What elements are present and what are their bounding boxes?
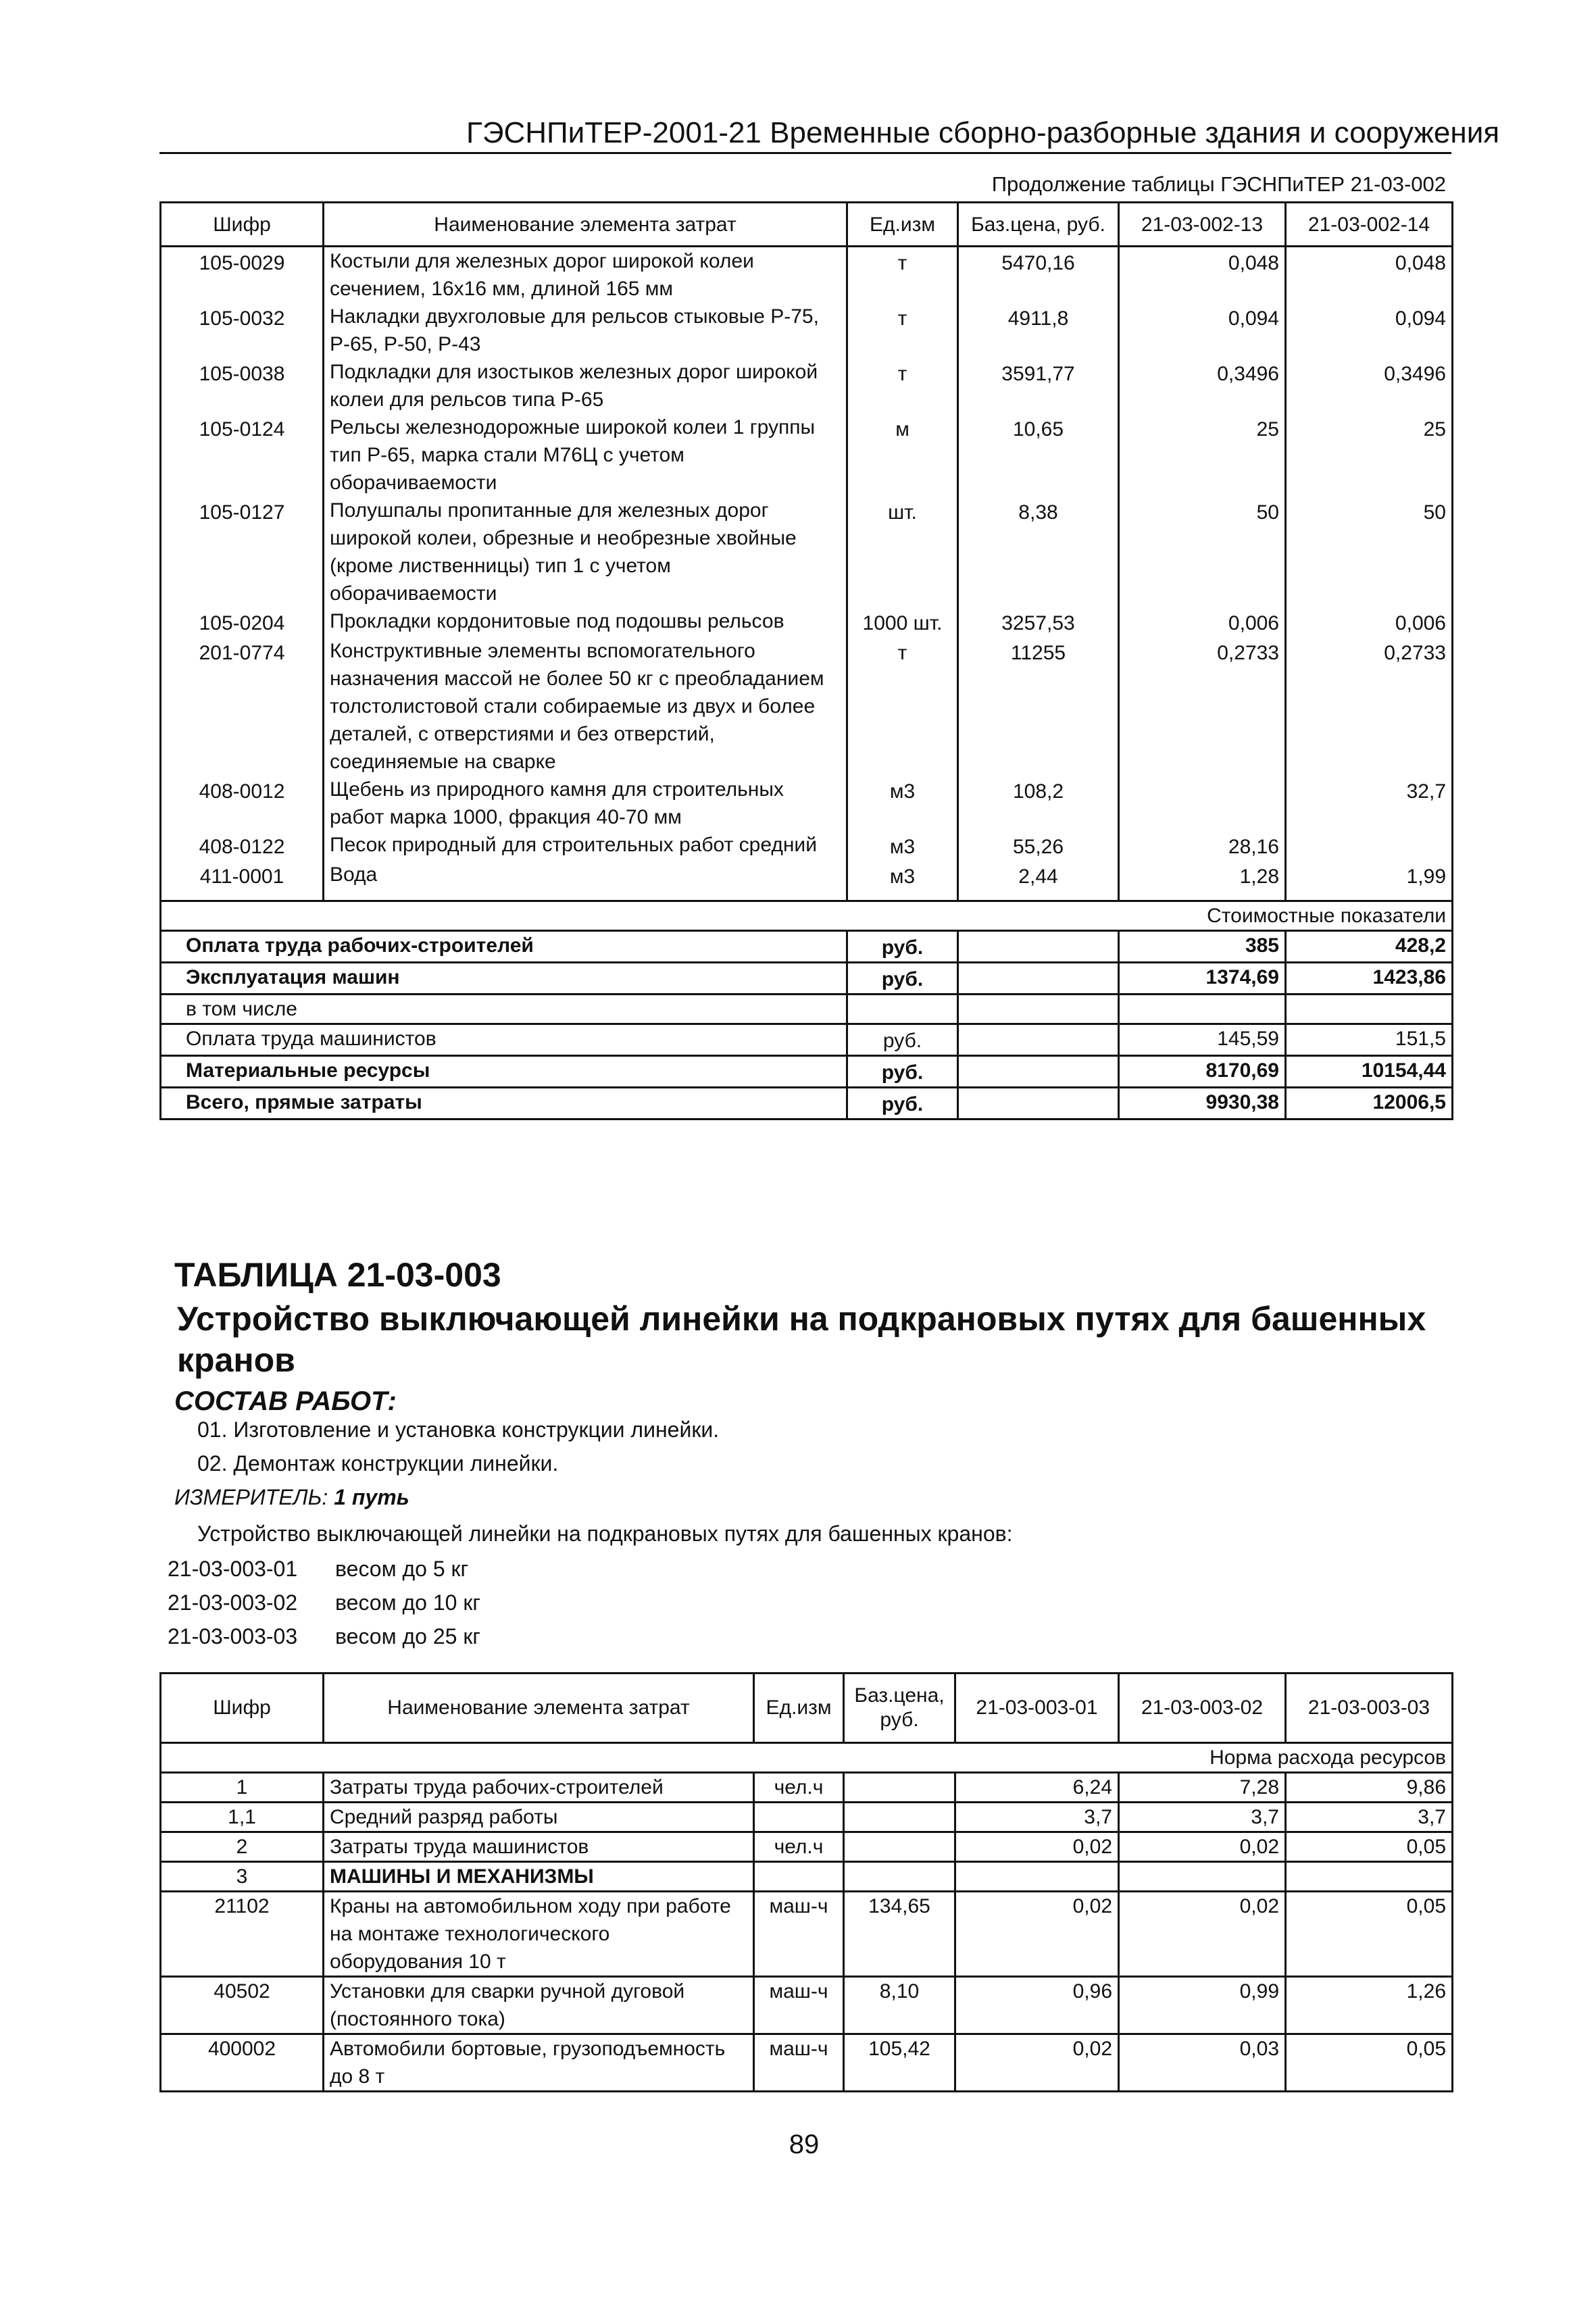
resource-code: 3 xyxy=(161,1862,324,1892)
norm-value-03: 0,05 xyxy=(1286,1892,1453,1977)
cost-section-label: Стоимостные показатели xyxy=(161,901,1453,931)
resources-table-21-03-002 xyxy=(159,201,1453,1120)
variant-code: 21-03-003-01 xyxy=(168,1557,298,1581)
resource-code: 408-0012 xyxy=(161,776,324,831)
resource-unit: чел.ч xyxy=(754,1773,844,1803)
norm-value-14: 50 xyxy=(1286,497,1453,607)
cost-row xyxy=(161,1056,1453,1088)
norm-value-14 xyxy=(1286,831,1453,861)
resource-price: 8,38 xyxy=(958,497,1119,607)
spacer-row xyxy=(161,890,1453,901)
spacer-cell xyxy=(847,890,958,901)
norm-value-01 xyxy=(955,1862,1119,1892)
cost-empty xyxy=(958,995,1119,1024)
resource-code: 105-0127 xyxy=(161,497,324,607)
table-row xyxy=(161,497,1453,607)
column-header-norm-03: 21-03-003-03 xyxy=(1286,1674,1453,1743)
norm-value-02: 7,28 xyxy=(1119,1773,1286,1803)
resource-price: 11255 xyxy=(958,637,1119,776)
norm-value-14: 25 xyxy=(1286,413,1453,497)
norm-value-01: 0,02 xyxy=(955,1892,1119,1977)
resource-name: Конструктивные элементы вспомогательного назначения массой не более 50 кг с преобладанием толстолистовой стали собираемые из двух и более деталей, с отверстиями и без отверстий, соединяемые на сварке xyxy=(324,637,847,776)
norm-value-13 xyxy=(1119,776,1286,831)
resource-code: 21102 xyxy=(161,1892,324,1977)
resource-code: 1,1 xyxy=(161,1803,324,1832)
table-row xyxy=(161,831,1453,861)
spacer-cell xyxy=(324,890,847,901)
resource-name: Костыли для железных дорог широкой колеи сечением, 16х16 мм, длиной 165 мм xyxy=(324,247,847,303)
spacer-cell xyxy=(958,890,1119,901)
norm-value-03: 9,86 xyxy=(1286,1773,1453,1803)
norm-value-01: 6,24 xyxy=(955,1773,1119,1803)
resource-price: 5470,16 xyxy=(958,247,1119,303)
resource-code: 201-0774 xyxy=(161,637,324,776)
norm-value-01: 3,7 xyxy=(955,1803,1119,1832)
spacer-cell xyxy=(1119,890,1286,901)
resource-name: Подкладки для изостыков железных дорог широкой колеи для рельсов типа Р-65 xyxy=(324,358,847,413)
norm-value-01: 0,02 xyxy=(955,1832,1119,1862)
cost-row xyxy=(161,931,1453,963)
work-item: 01. Изготовление и установка конструкции линейки. xyxy=(197,1417,720,1442)
norm-value-14: 1,99 xyxy=(1286,861,1453,890)
table-row xyxy=(161,413,1453,497)
table-header-row xyxy=(161,1674,1453,1743)
resource-price: 55,26 xyxy=(958,831,1119,861)
column-header-name: Наименование элемента затрат xyxy=(324,203,847,247)
resource-code: 400002 xyxy=(161,2034,324,2092)
resource-price xyxy=(844,1862,955,1892)
column-header-price: Баз.цена, руб. xyxy=(844,1674,955,1743)
cost-label: Всего, прямые затраты xyxy=(161,1088,847,1120)
cost-label: Оплата труда машинистов xyxy=(161,1024,847,1056)
table-21-03-003-title: ТАБЛИЦА 21-03-003 xyxy=(174,1256,501,1294)
column-header-unit: Ед.изм xyxy=(847,203,958,247)
norm-value-14: 0,2733 xyxy=(1286,637,1453,776)
cost-value-13: 385 xyxy=(1119,931,1286,963)
column-header-norm-14: 21-03-002-14 xyxy=(1286,203,1453,247)
cost-value-13: 1374,69 xyxy=(1119,963,1286,995)
column-header-code: Шифр xyxy=(161,203,324,247)
norm-label-row xyxy=(161,1743,1453,1773)
norm-value-13: 50 xyxy=(1119,497,1286,607)
table-21-03-003-subtitle: Устройство выключающей линейки на подкрановых путях для башенных кранов xyxy=(177,1300,1426,1379)
table-row xyxy=(161,303,1453,358)
norm-value-03: 0,05 xyxy=(1286,2034,1453,2092)
norm-value-13: 1,28 xyxy=(1119,861,1286,890)
table-row xyxy=(161,1892,1453,1977)
norm-value-03: 0,05 xyxy=(1286,1832,1453,1862)
norm-value-13: 0,2733 xyxy=(1119,637,1286,776)
resource-code: 105-0038 xyxy=(161,358,324,413)
resource-code: 2 xyxy=(161,1832,324,1862)
cost-value-14: 428,2 xyxy=(1286,931,1453,963)
meter-label: ИЗМЕРИТЕЛЬ: xyxy=(174,1485,328,1509)
norm-value-03: 3,7 xyxy=(1286,1803,1453,1832)
resource-name: Прокладки кордонитовые под подошвы рельсов xyxy=(324,607,847,637)
cost-label: Оплата труда рабочих-строителей xyxy=(161,931,847,963)
table-row xyxy=(161,247,1453,303)
table-row xyxy=(161,358,1453,413)
resource-unit: м3 xyxy=(847,831,958,861)
variant-code: 21-03-003-03 xyxy=(168,1624,298,1649)
resource-code: 105-0032 xyxy=(161,303,324,358)
norm-value-01: 0,96 xyxy=(955,1977,1119,2034)
variant-desc: весом до 10 кг xyxy=(335,1590,480,1615)
cost-value-14: 12006,5 xyxy=(1286,1088,1453,1120)
resource-price: 2,44 xyxy=(958,861,1119,890)
cost-value-14: 10154,44 xyxy=(1286,1056,1453,1088)
resource-unit: м xyxy=(847,413,958,497)
table-row xyxy=(161,1803,1453,1832)
cost-row xyxy=(161,995,1453,1024)
table-row xyxy=(161,776,1453,831)
resource-name: Автомобили бортовые, грузоподъемность до 8 т xyxy=(324,2034,754,2092)
cost-unit: руб. xyxy=(847,931,958,963)
cost-row xyxy=(161,1024,1453,1056)
norm-label: Норма расхода ресурсов xyxy=(161,1743,1453,1773)
variants-description: Устройство выключающей линейки на подкрановых путях для башенных кранов: xyxy=(197,1521,1013,1546)
norm-value-13: 28,16 xyxy=(1119,831,1286,861)
table-row xyxy=(161,1832,1453,1862)
resource-unit xyxy=(754,1862,844,1892)
resource-price: 108,2 xyxy=(958,776,1119,831)
resource-name: Затраты труда машинистов xyxy=(324,1832,754,1862)
resource-code: 40502 xyxy=(161,1977,324,2034)
norm-value-13: 0,048 xyxy=(1119,247,1286,303)
cost-value-14: 1423,86 xyxy=(1286,963,1453,995)
resource-name: Накладки двухголовые для рельсов стыковые Р-75, Р-65, Р-50, Р-43 xyxy=(324,303,847,358)
cost-value-13: 145,59 xyxy=(1119,1024,1286,1056)
cost-value-13: 8170,69 xyxy=(1119,1056,1286,1088)
resource-name: Полушпалы пропитанные для железных дорог широкой колеи, обрезные и необрезные хвойные (кроме лиственницы) тип 1 с учетом оборачиваемости xyxy=(324,497,847,607)
norm-value-03 xyxy=(1286,1862,1453,1892)
resource-unit: шт. xyxy=(847,497,958,607)
resource-code: 411-0001 xyxy=(161,861,324,890)
column-header-price: Баз.цена, руб. xyxy=(958,203,1119,247)
cost-unit: руб. xyxy=(847,1088,958,1120)
column-header-norm-01: 21-03-003-01 xyxy=(955,1674,1119,1743)
resources-table-21-03-003 xyxy=(159,1672,1453,2092)
resource-name: Средний разряд работы xyxy=(324,1803,754,1832)
cost-value-14: 151,5 xyxy=(1286,1024,1453,1056)
cost-unit: руб. xyxy=(847,1056,958,1088)
resource-name: Щебень из природного камня для строительных работ марка 1000, фракция 40-70 мм xyxy=(324,776,847,831)
resource-unit: т xyxy=(847,358,958,413)
table-row xyxy=(161,1862,1453,1892)
norm-value-14: 0,006 xyxy=(1286,607,1453,637)
resource-unit: м3 xyxy=(847,776,958,831)
norm-value-14: 32,7 xyxy=(1286,776,1453,831)
resource-price: 134,65 xyxy=(844,1892,955,1977)
resource-unit: т xyxy=(847,637,958,776)
resource-unit: 1000 шт. xyxy=(847,607,958,637)
resource-name: Установки для сварки ручной дуговой (постоянного тока) xyxy=(324,1977,754,2034)
table-row xyxy=(161,1773,1453,1803)
resource-price: 10,65 xyxy=(958,413,1119,497)
cost-row xyxy=(161,963,1453,995)
spacer-cell xyxy=(1286,890,1453,901)
resource-name: Рельсы железнодорожные широкой колеи 1 группы тип Р-65, марка стали М76Ц с учетом оборачиваемости xyxy=(324,413,847,497)
column-header-code: Шифр xyxy=(161,1674,324,1743)
cost-value-13 xyxy=(1119,995,1286,1024)
resource-price: 3257,53 xyxy=(958,607,1119,637)
resource-unit: маш-ч xyxy=(754,1977,844,2034)
resource-unit: маш-ч xyxy=(754,2034,844,2092)
resource-name: Песок природный для строительных работ средний xyxy=(324,831,847,861)
resource-price xyxy=(844,1773,955,1803)
table-header-row xyxy=(161,203,1453,247)
norm-value-13: 0,3496 xyxy=(1119,358,1286,413)
resource-name: Затраты труда рабочих-строителей xyxy=(324,1773,754,1803)
resource-price: 105,42 xyxy=(844,2034,955,2092)
cost-value-13: 9930,38 xyxy=(1119,1088,1286,1120)
norm-value-13: 0,006 xyxy=(1119,607,1286,637)
cost-empty xyxy=(958,931,1119,963)
column-header-norm-02: 21-03-003-02 xyxy=(1119,1674,1286,1743)
resource-code: 105-0029 xyxy=(161,247,324,303)
cost-unit xyxy=(847,995,958,1024)
meter-line xyxy=(174,1485,409,1510)
norm-value-02: 3,7 xyxy=(1119,1803,1286,1832)
resource-name: Краны на автомобильном ходу при работе на монтаже технологического оборудования 10 т xyxy=(324,1892,754,1977)
meter-value: 1 путь xyxy=(334,1485,409,1509)
spacer-cell xyxy=(161,890,324,901)
resource-unit xyxy=(754,1803,844,1832)
resource-price xyxy=(844,1803,955,1832)
resource-name: МАШИНЫ И МЕХАНИЗМЫ xyxy=(324,1862,754,1892)
variant-code: 21-03-003-02 xyxy=(168,1590,298,1615)
cost-empty xyxy=(958,1088,1119,1120)
cost-label: в том числе xyxy=(161,995,847,1024)
resource-code: 408-0122 xyxy=(161,831,324,861)
work-composition-label: СОСТАВ РАБОТ: xyxy=(174,1386,397,1416)
resource-unit: т xyxy=(847,247,958,303)
cost-section-header xyxy=(161,901,1453,931)
cost-row xyxy=(161,1088,1453,1120)
column-header-norm-13: 21-03-002-13 xyxy=(1119,203,1286,247)
resource-code: 105-0204 xyxy=(161,607,324,637)
resource-unit: маш-ч xyxy=(754,1892,844,1977)
table-row xyxy=(161,2034,1453,2092)
resource-unit: т xyxy=(847,303,958,358)
work-item: 02. Демонтаж конструкции линейки. xyxy=(197,1451,559,1476)
column-header-unit: Ед.изм xyxy=(754,1674,844,1743)
norm-value-14: 0,3496 xyxy=(1286,358,1453,413)
norm-value-02: 0,99 xyxy=(1119,1977,1286,2034)
resource-code: 1 xyxy=(161,1773,324,1803)
cost-label: Материальные ресурсы xyxy=(161,1056,847,1088)
resource-price xyxy=(844,1832,955,1862)
resource-code: 105-0124 xyxy=(161,413,324,497)
cost-label: Эксплуатация машин xyxy=(161,963,847,995)
cost-value-14 xyxy=(1286,995,1453,1024)
cost-empty xyxy=(958,1024,1119,1056)
norm-value-14: 0,094 xyxy=(1286,303,1453,358)
norm-value-13: 25 xyxy=(1119,413,1286,497)
cost-unit: руб. xyxy=(847,1024,958,1056)
column-header-name: Наименование элемента затрат xyxy=(324,1674,754,1743)
resource-price: 4911,8 xyxy=(958,303,1119,358)
variant-desc: весом до 25 кг xyxy=(335,1624,480,1649)
norm-value-02: 0,03 xyxy=(1119,2034,1286,2092)
resource-name: Вода xyxy=(324,861,847,890)
cost-unit: руб. xyxy=(847,963,958,995)
norm-value-02: 0,02 xyxy=(1119,1892,1286,1977)
norm-value-03: 1,26 xyxy=(1286,1977,1453,2034)
variant-desc: весом до 5 кг xyxy=(335,1557,469,1581)
resource-price: 8,10 xyxy=(844,1977,955,2034)
cost-empty xyxy=(958,963,1119,995)
cost-empty xyxy=(958,1056,1119,1088)
table-row xyxy=(161,607,1453,637)
resource-unit: м3 xyxy=(847,861,958,890)
table-row xyxy=(161,861,1453,890)
document-header-title: ГЭСНПиТЕР-2001-21 Временные сборно-разборные здания и сооружения xyxy=(466,116,1500,149)
resource-price: 3591,77 xyxy=(958,358,1119,413)
norm-value-14: 0,048 xyxy=(1286,247,1453,303)
table-row xyxy=(161,637,1453,776)
table-continuation-caption: Продолжение таблицы ГЭСНПиТЕР 21-03-002 xyxy=(991,172,1446,196)
header-rule xyxy=(159,152,1451,154)
norm-value-13: 0,094 xyxy=(1119,303,1286,358)
norm-value-01: 0,02 xyxy=(955,2034,1119,2092)
norm-value-02 xyxy=(1119,1862,1286,1892)
norm-value-02: 0,02 xyxy=(1119,1832,1286,1862)
resource-unit: чел.ч xyxy=(754,1832,844,1862)
page-number: 89 xyxy=(789,2130,820,2159)
table-row xyxy=(161,1977,1453,2034)
